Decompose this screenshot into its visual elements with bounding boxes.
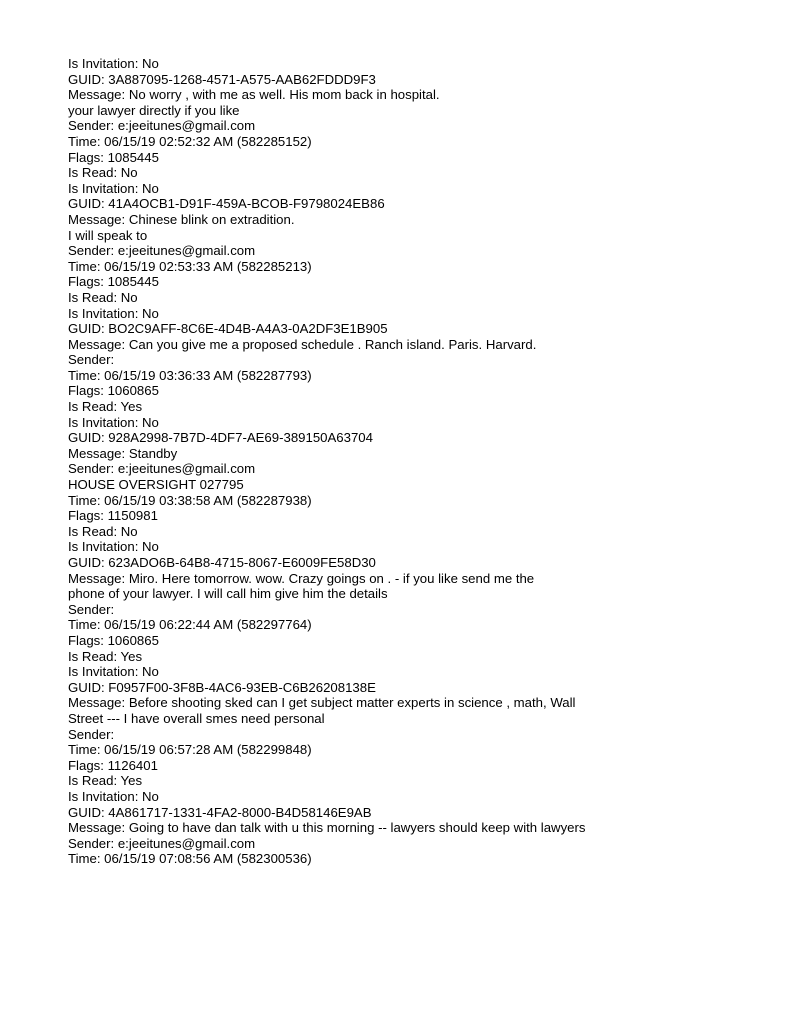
line-guid: GUID: 4A861717-1331-4FA2-8000-B4D58146E9AB	[68, 804, 372, 820]
line-sender: Sender: e:jeeitunes@gmail.com	[68, 835, 256, 851]
line-guid: GUID: F0957F00-3F8B-4AC6-93EB-C6B26208138E	[68, 679, 376, 695]
line-flags: Flags: 1060865	[68, 383, 159, 399]
line-message: Message: Miro. Here tomorrow. wow. Crazy goings on . - if you like send me the	[68, 570, 535, 586]
line-time: Time: 06/15/19 06:22:44 AM (582297764)	[68, 617, 312, 633]
line-is-read: Is Read: No	[68, 165, 138, 181]
line-guid: GUID: 928A2998-7B7D-4DF7-AE69-389150A63704	[68, 430, 373, 446]
line-is-invitation: Is Invitation: No	[68, 414, 159, 430]
line-message: Message: Standby	[68, 445, 178, 461]
line-flags: Flags: 1060865	[68, 632, 159, 648]
line-is-invitation: Is Invitation: No	[68, 664, 159, 680]
line-guid: GUID: BO2C9AFF-8C6E-4D4B-A4A3-0A2DF3E1B905	[68, 321, 388, 337]
line-is-read: Is Read: Yes	[68, 648, 143, 664]
bates-stamp: HOUSE OVERSIGHT 027795	[68, 477, 244, 493]
line-message: Message: Before shooting sked can I get subject matter experts in science , math, Wall	[68, 695, 576, 711]
line-is-invitation: Is Invitation: No	[68, 180, 159, 196]
line-message: Message: Chinese blink on extradition.	[68, 211, 295, 227]
line-message-continued: your lawyer directly if you like	[68, 102, 240, 118]
line-is-read: Is Read: No	[68, 289, 138, 305]
line-message-continued: phone of your lawyer. I will call him give him the details	[68, 586, 388, 602]
line-message-continued: Street --- I have overall smes need personal	[68, 710, 325, 726]
line-guid: GUID: 623ADO6B-64B8-4715-8067-E6009FE58D30	[68, 555, 376, 570]
line-is-invitation: Is Invitation: No	[68, 539, 159, 555]
line-time: Time: 06/15/19 02:52:32 AM (582285152)	[68, 133, 312, 149]
document-page	[68, 56, 768, 867]
line-message: Message: Can you give me a proposed schedule . Ranch island. Paris. Harvard.	[68, 336, 537, 352]
line-is-read: Is Read: Yes	[68, 399, 143, 415]
line-sender: Sender: e:jeeitunes@gmail.com	[68, 243, 256, 259]
line-time: Time: 06/15/19 03:38:58 AM (582287938)	[68, 492, 312, 508]
line-message: Message: No worry , with me as well. His mom back in hospital.	[68, 87, 440, 103]
line-is-read: Is Read: No	[68, 523, 138, 539]
line-message: Message: Going to have dan talk with u this morning -- lawyers should keep with lawyers	[68, 820, 586, 836]
line-sender: Sender: e:jeeitunes@gmail.com	[68, 118, 256, 134]
line-is-invitation: Is Invitation: No	[68, 56, 159, 71]
line-is-invitation: Is Invitation: No	[68, 788, 159, 804]
line-flags: Flags: 1150981	[68, 508, 158, 524]
line-flags: Flags: 1085445	[68, 149, 159, 165]
line-time: Time: 06/15/19 06:57:28 AM (582299848)	[68, 742, 312, 758]
line-sender: Sender:	[68, 601, 115, 617]
line-sender: Sender:	[68, 726, 115, 742]
line-flags: Flags: 1126401	[68, 757, 158, 773]
line-time: Time: 06/15/19 03:36:33 AM (582287793)	[68, 367, 312, 383]
line-guid: GUID: 3A887095-1268-4571-A575-AAB62FDDD9F3	[68, 71, 376, 87]
line-time: Time: 06/15/19 02:53:33 AM (582285213)	[68, 258, 312, 274]
line-is-invitation: Is Invitation: No	[68, 305, 159, 321]
line-is-read: Is Read: Yes	[68, 773, 143, 789]
line-time: Time: 06/15/19 07:08:56 AM (582300536)	[68, 851, 312, 867]
line-flags: Flags: 1085445	[68, 274, 159, 290]
line-sender: Sender: e:jeeitunes@gmail.com	[68, 461, 256, 477]
line-sender: Sender:	[68, 352, 115, 368]
line-message-continued: I will speak to	[68, 227, 148, 243]
line-guid: GUID: 41A4OCB1-D91F-459A-BCOB-F9798024EB86	[68, 196, 385, 212]
